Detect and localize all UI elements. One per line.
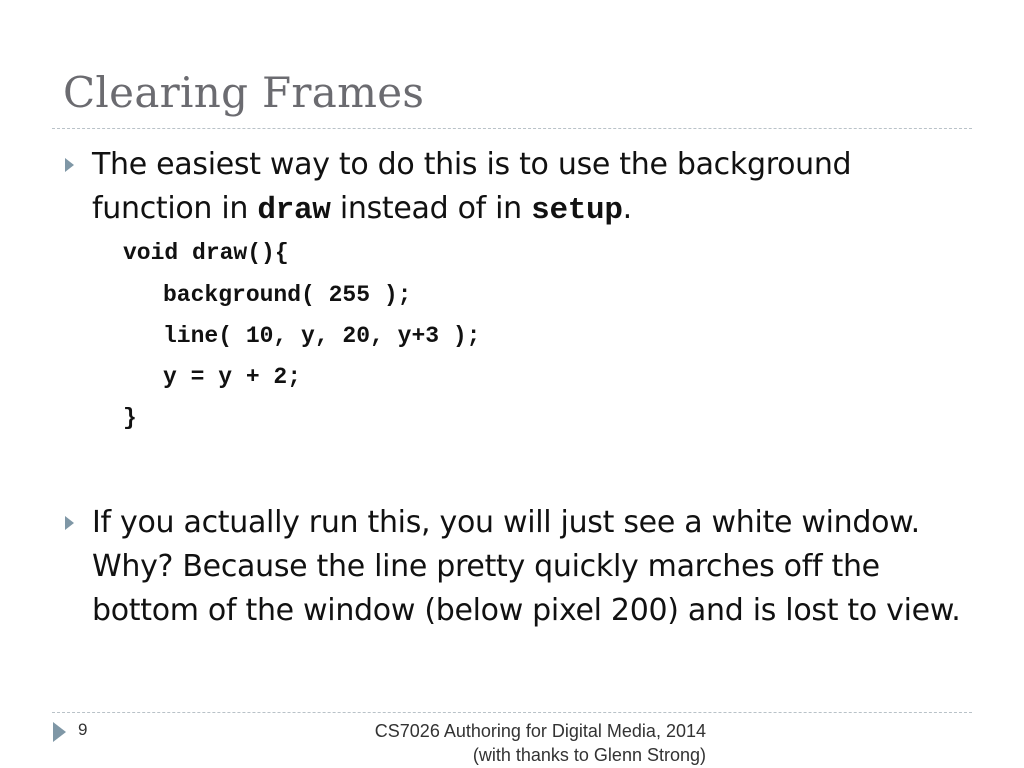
bullet-1-text-part3: . [622, 191, 632, 226]
code-line-5: } [123, 405, 137, 431]
code-line-4: y = y + 2; [163, 364, 302, 390]
bullet-1-text-part1: The easiest way to do this is to use the background function in [92, 147, 852, 226]
footer-course-line: CS7026 Authoring for Digital Media, 2014 [374, 721, 706, 741]
bullet-arrow-icon [65, 516, 74, 530]
slide-number: 9 [78, 720, 88, 739]
footer-credit [340, 719, 706, 767]
footer-credit-line: (with thanks to Glenn Strong) [472, 745, 706, 765]
footer-arrow-icon [53, 722, 66, 742]
code-line-3: line( 10, y, 20, y+3 ); [163, 323, 481, 349]
bullet-2-text: If you actually run this, you will just see a white window. Why? Because the line pretty quickly marches off the bottom of the window (below pixel 200) and is lost to view. [92, 505, 961, 628]
title-divider [52, 128, 972, 129]
bullet-1-code-draw: draw [257, 193, 331, 228]
code-line-1: void draw(){ [123, 240, 289, 266]
bullet-arrow-icon [65, 158, 74, 172]
bullet-1-text [92, 143, 972, 233]
footer-divider [52, 712, 972, 713]
bullet-1-code-setup: setup [531, 193, 623, 228]
code-line-2: background( 255 ); [163, 282, 412, 308]
slide-title: Clearing Frames [63, 68, 425, 117]
bullet-1-text-part2: instead of in [330, 191, 532, 226]
